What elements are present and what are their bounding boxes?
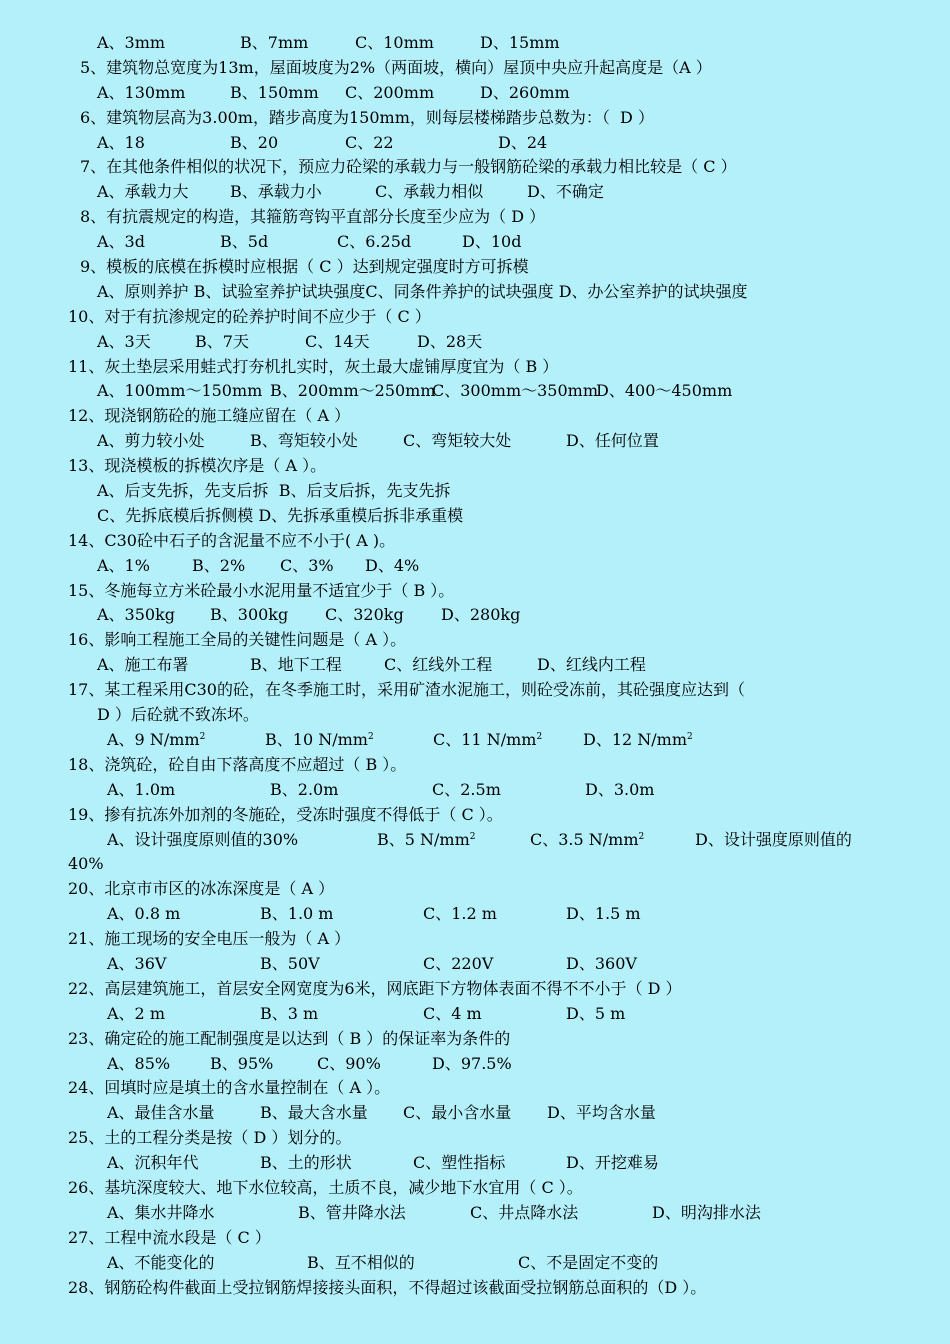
text: 26、基坑深度较大、地下水位较高，土质不良，减少地下水宜用（ C ）。 xyxy=(68,1177,583,1197)
answer-option xyxy=(377,828,476,853)
question-line xyxy=(0,255,950,280)
text: 40% xyxy=(68,854,104,874)
text: A、最佳含水量 xyxy=(107,1103,215,1123)
question-text xyxy=(68,753,406,778)
question-text xyxy=(68,628,406,653)
text: A、集水井降水 xyxy=(107,1202,215,1222)
options-line xyxy=(0,379,950,404)
unit-superscript: 2 xyxy=(536,731,543,742)
text: D、1.5 m xyxy=(566,904,641,924)
answer-option xyxy=(530,828,644,853)
answer-option xyxy=(270,778,338,803)
answer-option xyxy=(107,1251,215,1276)
answer-option xyxy=(403,429,511,454)
question-line xyxy=(0,56,950,81)
answer-option xyxy=(192,554,245,579)
options-line xyxy=(0,1052,950,1077)
question-text xyxy=(68,404,350,429)
answer-option xyxy=(260,1151,352,1176)
options-line xyxy=(0,902,950,927)
answer-option xyxy=(107,728,205,753)
answer-option xyxy=(384,653,492,678)
text: C、承载力相似 xyxy=(375,182,484,202)
text: D、开挖难易 xyxy=(566,1153,659,1173)
text: 10、对于有抗渗规定的砼养护时间不应少于（ C ） xyxy=(68,306,431,326)
answer-option xyxy=(413,1151,505,1176)
question-line xyxy=(0,1176,950,1201)
text: 19、掺有抗冻外加剂的冬施砼，受冻时强度不得低于（ C ）。 xyxy=(68,804,503,824)
question-line xyxy=(0,628,950,653)
options-line xyxy=(0,330,950,355)
question-text xyxy=(68,927,350,952)
answer-option xyxy=(97,554,150,579)
text: C、300mm～350mm xyxy=(432,381,599,401)
text: 12、现浇钢筋砼的施工缝应留在（ A ） xyxy=(68,406,351,426)
answer-option xyxy=(270,379,436,404)
question-line xyxy=(0,529,950,554)
text: C、220V xyxy=(423,953,494,973)
text: 15、冬施每立方米砼最小水泥用量不适宜少于（ B ）。 xyxy=(68,580,455,600)
text: 7、在其他条件相似的状况下，预应力砼梁的承载力与一般钢筋砼梁的承载力相比较是（ C ） xyxy=(80,157,737,177)
text: B、互不相似的 xyxy=(307,1252,415,1272)
question-text xyxy=(68,529,395,554)
options-line xyxy=(0,653,950,678)
answer-option xyxy=(97,280,748,305)
options-line xyxy=(0,952,950,977)
options-line xyxy=(0,131,950,156)
question-text xyxy=(68,877,334,902)
text: B、地下工程 xyxy=(250,655,342,675)
answer-option xyxy=(441,603,520,628)
text: B、管井降水法 xyxy=(298,1202,406,1222)
text: A、3d xyxy=(97,232,145,252)
options-line xyxy=(0,1101,950,1126)
answer-option xyxy=(566,429,659,454)
options-line xyxy=(0,180,950,205)
text: C、不是固定不变的 xyxy=(518,1252,659,1272)
text: 23、确定砼的施工配制强度是以达到（ B ）的保证率为条件的 xyxy=(68,1028,511,1048)
question-line xyxy=(0,977,950,1002)
answer-option xyxy=(307,1251,415,1276)
question-line xyxy=(0,205,950,230)
answer-option xyxy=(518,1251,658,1276)
question-text xyxy=(68,355,558,380)
text: C、200mm xyxy=(345,82,435,102)
text: B、150mm xyxy=(230,82,319,102)
text: D、360V xyxy=(566,953,637,973)
text: C、1.2 m xyxy=(423,904,497,924)
answer-option xyxy=(432,1052,512,1077)
text: C、10mm xyxy=(355,33,434,52)
answer-option xyxy=(265,728,374,753)
question-line xyxy=(0,852,950,877)
answer-option xyxy=(462,230,521,255)
text: A、85% xyxy=(107,1053,171,1073)
answer-option xyxy=(566,902,641,927)
question-text xyxy=(68,803,503,828)
text: 14、C30砼中石子的含泥量不应不小于( A )。 xyxy=(68,530,396,550)
text: B、土的形状 xyxy=(260,1153,352,1173)
answer-option xyxy=(547,1101,656,1126)
answer-option xyxy=(695,828,852,853)
question-text xyxy=(68,305,431,330)
answer-option xyxy=(97,131,145,156)
answer-option xyxy=(566,952,637,977)
question-line xyxy=(0,703,950,728)
text: D、3.0m xyxy=(585,779,655,799)
answer-option xyxy=(566,1151,659,1176)
text: C、90% xyxy=(317,1053,381,1073)
text: B、最大含水量 xyxy=(260,1103,368,1123)
text: B、95% xyxy=(210,1053,274,1073)
text: B、10 N/mm xyxy=(265,729,368,749)
answer-option xyxy=(345,81,434,106)
answer-option xyxy=(423,952,493,977)
text: D、15mm xyxy=(480,33,560,52)
text: D、260mm xyxy=(480,82,570,102)
answer-option xyxy=(480,81,570,106)
question-text xyxy=(68,454,326,479)
text: D、10d xyxy=(462,232,522,252)
text: C、弯矩较大处 xyxy=(403,431,512,451)
text: C、11 N/mm xyxy=(433,729,537,749)
answer-option xyxy=(260,902,333,927)
options-line xyxy=(0,230,950,255)
answer-option xyxy=(325,603,404,628)
text: C、最小含水量 xyxy=(403,1103,512,1123)
options-line xyxy=(0,828,950,853)
answer-option xyxy=(432,379,598,404)
question-text xyxy=(68,1027,510,1052)
text: A、原则养护 B、试验室养护试块强度C、同条件养护的试块强度 D、办公室养护的试块强度 xyxy=(97,281,748,301)
text: A、3mm xyxy=(97,33,166,52)
text: D、280kg xyxy=(441,605,521,625)
answer-option xyxy=(97,504,463,529)
text: B、20 xyxy=(230,132,279,152)
question-text xyxy=(80,255,529,280)
options-line xyxy=(0,429,950,454)
answer-option xyxy=(97,31,165,56)
question-line xyxy=(0,678,950,703)
question-text xyxy=(80,155,737,180)
text: 6、建筑物层高为3.00m，踏步高度为150mm，则每层楼梯踏步总数为：（ D ） xyxy=(80,107,654,127)
text: D、明沟排水法 xyxy=(652,1202,761,1222)
unit-superscript: 2 xyxy=(199,731,206,742)
options-line xyxy=(0,778,950,803)
question-text xyxy=(68,1176,583,1201)
answer-option xyxy=(107,1101,215,1126)
text: D、97.5% xyxy=(432,1053,512,1073)
text: C、2.5m xyxy=(432,779,501,799)
text: 5、建筑物总宽度为13m，屋面坡度为2%（两面坡，横向）屋顶中央应升起高度是（A ） xyxy=(80,57,712,77)
text: C、3.5 N/mm xyxy=(530,829,639,849)
answer-option xyxy=(317,1052,381,1077)
question-line xyxy=(0,579,950,604)
text: B、5 N/mm xyxy=(377,829,470,849)
answer-option xyxy=(355,31,434,56)
question-text xyxy=(97,703,259,728)
text: C、先拆底模后拆侧模 D、先拆承重模后拆非承重模 xyxy=(97,505,464,525)
text: D、不确定 xyxy=(527,182,604,202)
answer-option xyxy=(107,828,298,853)
unit-superscript: 2 xyxy=(469,831,476,842)
text: B、200mm～250mm xyxy=(270,381,436,401)
text: C、320kg xyxy=(325,605,404,625)
answer-option xyxy=(250,653,342,678)
options-line xyxy=(0,1151,950,1176)
answer-option xyxy=(97,180,189,205)
text: A、剪力较小处 xyxy=(97,431,205,451)
text: B、7天 xyxy=(195,331,249,351)
question-text xyxy=(80,205,545,230)
answer-option xyxy=(230,180,322,205)
question-line xyxy=(0,1126,950,1151)
options-line xyxy=(0,603,950,628)
question-line xyxy=(0,1276,950,1301)
question-text xyxy=(68,579,454,604)
answer-option xyxy=(220,230,268,255)
answer-option xyxy=(230,131,278,156)
text: B、1.0 m xyxy=(260,904,334,924)
options-line xyxy=(0,280,950,305)
exam-document xyxy=(0,31,950,1300)
text: A、3天 xyxy=(97,331,151,351)
question-text xyxy=(68,1076,390,1101)
answer-option xyxy=(97,479,451,504)
question-line xyxy=(0,803,950,828)
text: 28、钢筋砼构件截面上受拉钢筋焊接接头面积，不得超过该截面受拉钢筋总面积的（D ）。 xyxy=(68,1277,707,1297)
text: B、3 m xyxy=(260,1003,319,1023)
question-text xyxy=(68,1226,271,1251)
text: D、12 N/mm xyxy=(583,729,688,749)
text: 24、回填时应是填土的含水量控制在（ A ）。 xyxy=(68,1078,391,1098)
question-text xyxy=(68,977,682,1002)
options-line xyxy=(0,479,950,504)
answer-option xyxy=(240,31,308,56)
text: C、14天 xyxy=(305,331,370,351)
answer-option xyxy=(527,180,604,205)
text: 18、浇筑砼，砼自由下落高度不应超过（ B ）。 xyxy=(68,754,407,774)
text: D、红线内工程 xyxy=(537,655,646,675)
text: A、2 m xyxy=(107,1003,165,1023)
answer-option xyxy=(97,603,175,628)
text: B、弯矩较小处 xyxy=(250,431,358,451)
answer-option xyxy=(250,429,358,454)
text: A、130mm xyxy=(97,82,186,102)
text: D、400～450mm xyxy=(596,381,733,401)
answer-option xyxy=(210,603,288,628)
answer-option xyxy=(423,1002,482,1027)
text: 9、模板的底模在拆模时应根据（ C ）达到规定强度时方可拆模 xyxy=(80,257,529,277)
question-text xyxy=(80,106,654,131)
answer-option xyxy=(97,330,151,355)
answer-option xyxy=(337,230,411,255)
answer-option xyxy=(583,728,693,753)
answer-option xyxy=(107,902,180,927)
answer-option xyxy=(97,230,145,255)
answer-option xyxy=(107,1002,165,1027)
question-line xyxy=(0,753,950,778)
question-text xyxy=(68,1126,351,1151)
question-line xyxy=(0,454,950,479)
answer-option xyxy=(230,81,319,106)
answer-option xyxy=(260,1002,318,1027)
text: 8、有抗震规定的构造，其箍筋弯钩平直部分长度至少应为（ D ） xyxy=(80,207,546,227)
options-line xyxy=(0,1201,950,1226)
answer-option xyxy=(498,131,547,156)
text: C、6.25d xyxy=(337,232,412,252)
text: B、50V xyxy=(260,953,320,973)
answer-option xyxy=(417,330,482,355)
options-line xyxy=(0,81,950,106)
answer-option xyxy=(97,653,189,678)
text: A、1% xyxy=(97,555,150,575)
text: D、设计强度原则值的 xyxy=(695,829,852,849)
question-text xyxy=(68,1276,706,1301)
text: 16、影响工程施工全局的关键性问题是（ A ）。 xyxy=(68,630,407,650)
text: A、不能变化的 xyxy=(107,1252,215,1272)
text: A、100mm～150mm xyxy=(97,381,263,401)
question-line xyxy=(0,106,950,131)
question-line xyxy=(0,155,950,180)
text: C、4 m xyxy=(423,1003,482,1023)
text: C、3% xyxy=(280,555,334,575)
answer-option xyxy=(97,429,205,454)
text: A、施工布署 xyxy=(97,655,189,675)
text: C、塑性指标 xyxy=(413,1153,506,1173)
text: 27、工程中流水段是（ C ） xyxy=(68,1227,271,1247)
answer-option xyxy=(652,1201,761,1226)
options-line xyxy=(0,31,950,56)
text: A、1.0m xyxy=(107,779,176,799)
answer-option xyxy=(210,1052,273,1077)
unit-superscript: 2 xyxy=(687,731,693,742)
question-text xyxy=(68,678,745,703)
answer-option xyxy=(305,330,370,355)
text: 21、施工现场的安全电压一般为（ A ） xyxy=(68,929,351,949)
text: A、18 xyxy=(97,132,145,152)
question-line xyxy=(0,877,950,902)
answer-option xyxy=(365,554,419,579)
text: 17、某工程采用C30的砼，在冬季施工时，采用矿渣水泥施工，则砼受冻前，其砼强度应达到（ xyxy=(68,680,745,700)
answer-option xyxy=(585,778,654,803)
question-line xyxy=(0,355,950,380)
text: A、后支先拆，先支后拆 B、后支后拆，先支先拆 xyxy=(97,481,451,501)
text: A、设计强度原则值的30% xyxy=(107,829,299,849)
text: B、300kg xyxy=(210,605,289,625)
answer-option xyxy=(403,1101,511,1126)
unit-superscript: 2 xyxy=(367,731,374,742)
text: 22、高层建筑施工，首层安全网宽度为6米，网底距下方物体表面不得不不小于（ D ） xyxy=(68,978,682,998)
answer-option xyxy=(107,1052,170,1077)
unit-superscript: 2 xyxy=(638,831,645,842)
text: D、28天 xyxy=(417,331,483,351)
text: D ）后砼就不致冻坏。 xyxy=(97,705,259,725)
text: 20、北京市市区的冰冻深度是（ A ） xyxy=(68,879,335,899)
text: B、5d xyxy=(220,232,269,252)
text: A、沉积年代 xyxy=(107,1153,199,1173)
text: D、5 m xyxy=(566,1003,626,1023)
text: A、36V xyxy=(107,953,167,973)
question-line xyxy=(0,404,950,429)
options-line xyxy=(0,554,950,579)
answer-option xyxy=(433,728,542,753)
answer-option xyxy=(260,952,320,977)
answer-option xyxy=(470,1201,578,1226)
question-line xyxy=(0,305,950,330)
text: 13、现浇模板的拆模次序是（ A ）。 xyxy=(68,456,327,476)
text: C、22 xyxy=(345,132,394,152)
question-line xyxy=(0,1076,950,1101)
text: B、2% xyxy=(192,555,246,575)
answer-option xyxy=(537,653,646,678)
answer-option xyxy=(596,379,732,404)
text: A、承载力大 xyxy=(97,182,189,202)
question-line xyxy=(0,1027,950,1052)
text: 25、土的工程分类是按（ D ）划分的。 xyxy=(68,1128,352,1148)
answer-option xyxy=(107,778,175,803)
question-line xyxy=(0,927,950,952)
text: D、任何位置 xyxy=(566,431,659,451)
text: C、红线外工程 xyxy=(384,655,493,675)
options-line xyxy=(0,504,950,529)
answer-option xyxy=(432,778,501,803)
text: D、平均含水量 xyxy=(547,1103,656,1123)
answer-option xyxy=(97,379,262,404)
options-line xyxy=(0,1002,950,1027)
text: A、350kg xyxy=(97,605,176,625)
answer-option xyxy=(107,1201,215,1226)
text: A、9 N/mm xyxy=(107,729,200,749)
text: 11、灰土垫层采用蛙式打夯机扎实时，灰土最大虚铺厚度宜为（ B ） xyxy=(68,356,559,376)
text: A、0.8 m xyxy=(107,904,181,924)
answer-option xyxy=(566,1002,625,1027)
answer-option xyxy=(298,1201,406,1226)
answer-option xyxy=(280,554,334,579)
answer-option xyxy=(345,131,394,156)
text: B、2.0m xyxy=(270,779,339,799)
text: B、承载力小 xyxy=(230,182,322,202)
question-text xyxy=(68,852,104,877)
answer-option xyxy=(97,81,185,106)
answer-option xyxy=(423,902,497,927)
answer-option xyxy=(480,31,560,56)
answer-option xyxy=(195,330,249,355)
answer-option xyxy=(107,1151,199,1176)
answer-option xyxy=(107,952,166,977)
question-text xyxy=(80,56,712,81)
answer-option xyxy=(260,1101,368,1126)
question-line xyxy=(0,1226,950,1251)
text: C、井点降水法 xyxy=(470,1202,579,1222)
text: B、7mm xyxy=(240,33,309,52)
options-line xyxy=(0,1251,950,1276)
options-line xyxy=(0,728,950,753)
answer-option xyxy=(375,180,483,205)
text: D、4% xyxy=(365,555,420,575)
text: D、24 xyxy=(498,132,548,152)
